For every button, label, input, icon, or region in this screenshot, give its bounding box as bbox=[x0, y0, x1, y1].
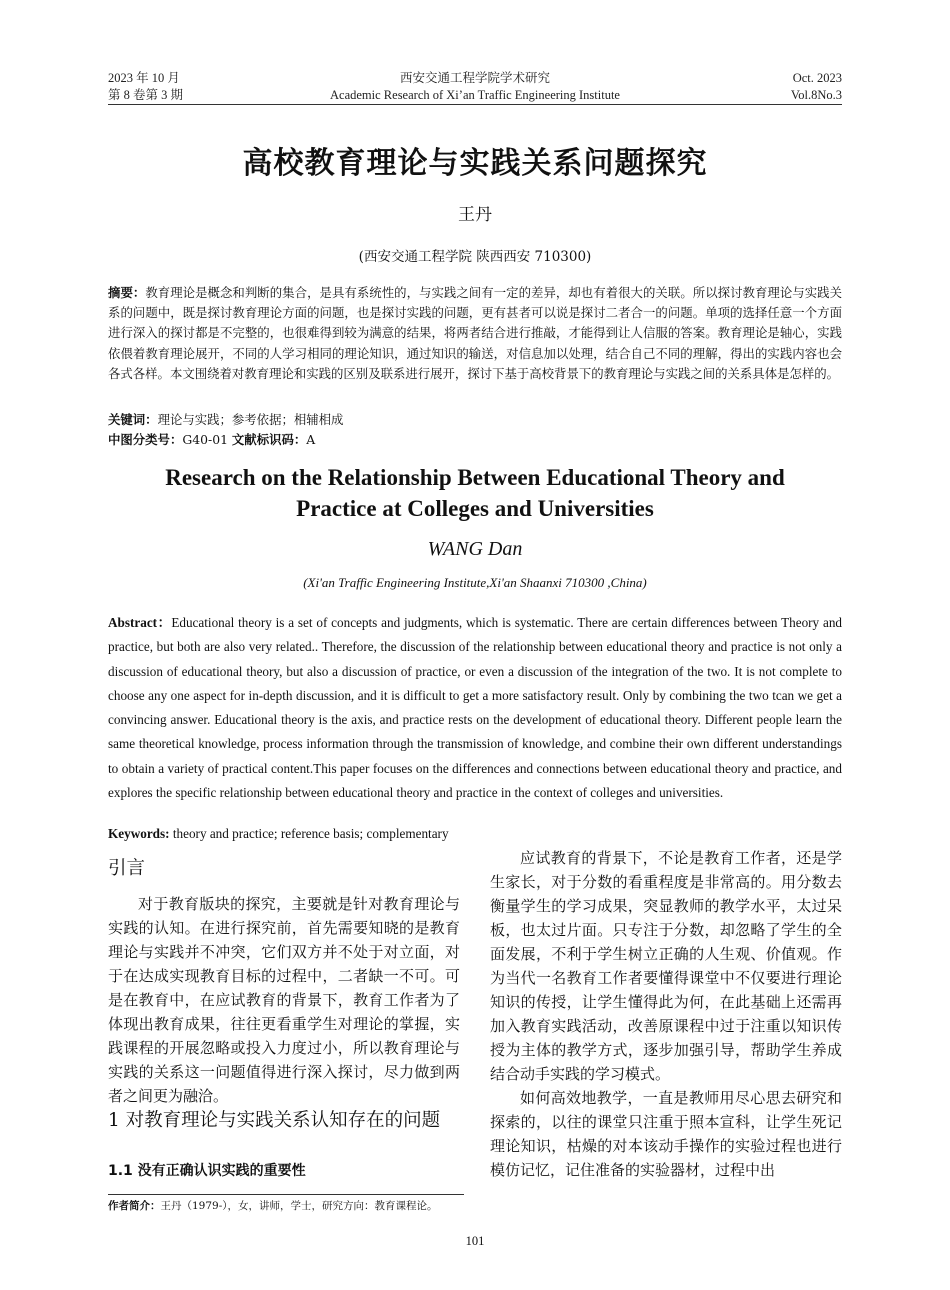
footnote-rule bbox=[108, 1194, 464, 1195]
footnote-text: 王丹（1979-），女，讲师，学士，研究方向：教育课程论。 bbox=[160, 1200, 438, 1212]
header-date-en: Oct. 2023 bbox=[792, 71, 842, 85]
paper-title: 高校教育理论与实践关系问题探究 bbox=[242, 146, 708, 181]
keywords-text: 理论与实践；参考依据；相辅相成 bbox=[157, 412, 344, 427]
keywords-cn bbox=[108, 410, 343, 430]
header-volume-en: Vol.8No.3 bbox=[790, 88, 842, 102]
english-affiliation: (Xi'an Traffic Engineering Institute,Xi'an Shaanxi 710300 ,China) bbox=[303, 575, 647, 590]
right-paragraph-1: 应试教育的背景下，不论是教育工作者，还是学生家长，对于分数的看重程度是非常高的。用分数去衡量学生的学习成果，突显教师的教学水平，太过呆板，也太过片面。只专注于分数，却忽略了学生的全面发展，不利于学生树立正确的人生观、价值观。作为当代一名教育工作者要懂得课堂中不仅要进行理论知识的传授，让学生懂得此为何，在此基础上还需再加入教育实践活动，改善原课程中过于注重以知识传授为主体的教学方式，逐步加强引导，帮助学生养成结合动手实践的学习模式。 bbox=[490, 849, 842, 1083]
english-keywords bbox=[108, 826, 449, 842]
journal-name-cn: 西安交通工程学院学术研究 bbox=[399, 71, 550, 85]
author-footnote bbox=[108, 1198, 438, 1213]
section1-heading: 1 对教育理论与实践关系认知存在的问题 bbox=[108, 1110, 441, 1131]
english-keywords-text: theory and practice; reference basis; complementary bbox=[172, 826, 449, 841]
author-affiliation: (西安交通工程学院 陕西西安 710300) bbox=[358, 249, 592, 265]
intro-heading: 引言 bbox=[108, 858, 146, 879]
english-abstract bbox=[108, 611, 842, 805]
english-title-line2: Practice at Colleges and Universities bbox=[296, 496, 654, 521]
abstract-label: 摘要： bbox=[108, 285, 146, 300]
document-code-label: 文献标识码： bbox=[231, 432, 307, 447]
header-rule bbox=[108, 104, 842, 105]
chinese-abstract bbox=[108, 283, 842, 384]
english-abstract-label: Abstract： bbox=[108, 615, 172, 630]
subsection-heading: 1.1 没有正确认识实践的重要性 bbox=[108, 1163, 306, 1179]
classification-label: 中图分类号： bbox=[108, 432, 183, 447]
english-title-line1: Research on the Relationship Between Educational Theory and bbox=[165, 465, 785, 490]
journal-name-en: Academic Research of Xi’an Traffic Engineering Institute bbox=[330, 88, 620, 102]
document-code: A bbox=[306, 432, 316, 447]
author-name: 王丹 bbox=[458, 205, 492, 225]
footnote-label: 作者简介： bbox=[108, 1200, 161, 1212]
journal-date-volume-en bbox=[791, 70, 842, 104]
intro-body bbox=[108, 892, 460, 1108]
right-paragraph-2: 如何高效地教学，一直是教师用尽心思去研究和探索的，以往的课堂只注重于照本宣科，让学生死记理论知识，枯燥的对本该动手操作的实验过程也进行模仿记忆，记住准备的实验器材，过程中出 bbox=[490, 1089, 842, 1179]
right-column-body bbox=[490, 846, 842, 1182]
abstract-text: 教育理论是概念和判断的集合，是具有系统性的，与实践之间有一定的差异，却也有着很大的关联。所以探讨教育理论与实践关系的问题中，既是探讨教育理论方面的问题，也是探讨实践的问题，更有甚者可以说是探讨二者合一的问题。单项的选择任意一个方面进行深入的探讨都是不完整的，也很难得到较为满意的结果，将两者结合进行推敲，才能得到让人信服的答案。教育理论是轴心，实践依偎着教育理论展开，不同的人学习相同的理论知识，通过知识的输送，对信息加以处理，结合自己不同的理解，得出的实践内容也会各式各样。本文围绕着对教育理论和实践的区别及联系进行展开，探讨下基于高校背景下的教育理论与实践之间的关系具体是怎样的。 bbox=[108, 285, 843, 381]
classification-line bbox=[108, 430, 315, 450]
english-author: WANG Dan bbox=[427, 538, 523, 560]
english-abstract-text: Educational theory is a set of concepts and judgments, which is systematic. There are certain differences between Theory and practice, but both are also very related.. Therefore, the discussion of the relationship between educational theory and practice is not only a discussion of educational theory, but also a discussion of practice, or even a discussion of the integration of the two. It is not complete to choose any one aspect for in-depth discussion, and it is difficult to get a more satisfactory result. Only by combining the two tcan we get a convincing answer. Educational theory is the axis, and practice rests on the development of educational theory. Different people learn the same theoretical knowledge, process information through the transmission of knowledge, and combine their own different understandings to obtain a variety of practical content.This paper focuses on the differences and connections between educational theory and practice, and explores the specific relationship between educational theory and practice in the context of colleges and universities. bbox=[108, 615, 843, 801]
header-volume: 第 8 卷第 3 期 bbox=[108, 88, 184, 102]
intro-paragraph: 对于教育版块的探究，主要就是针对教育理论与实践的认知。在进行探究前，首先需要知晓的是教育理论与实践并不冲突，它们双方并不处于对立面，对于在达成实现教育目标的过程中，二者缺一不可。可是在教育中，在应试教育的背景下，教育工作者为了体现出教育成果，往往更看重学生对理论的掌握，实践课程的开展忽略或投入力度过小，所以教育理论与实践的关系这一问题值得进行深入探讨，尽力做到两者之间更为融洽。 bbox=[108, 895, 460, 1105]
english-keywords-label: Keywords: bbox=[108, 826, 170, 841]
classification-code: G40-01 bbox=[182, 432, 228, 447]
page-number: 101 bbox=[465, 1234, 485, 1248]
english-title bbox=[0, 462, 950, 524]
header-date: 2023 年 10 月 bbox=[108, 71, 180, 85]
keywords-label: 关键词： bbox=[108, 412, 158, 427]
